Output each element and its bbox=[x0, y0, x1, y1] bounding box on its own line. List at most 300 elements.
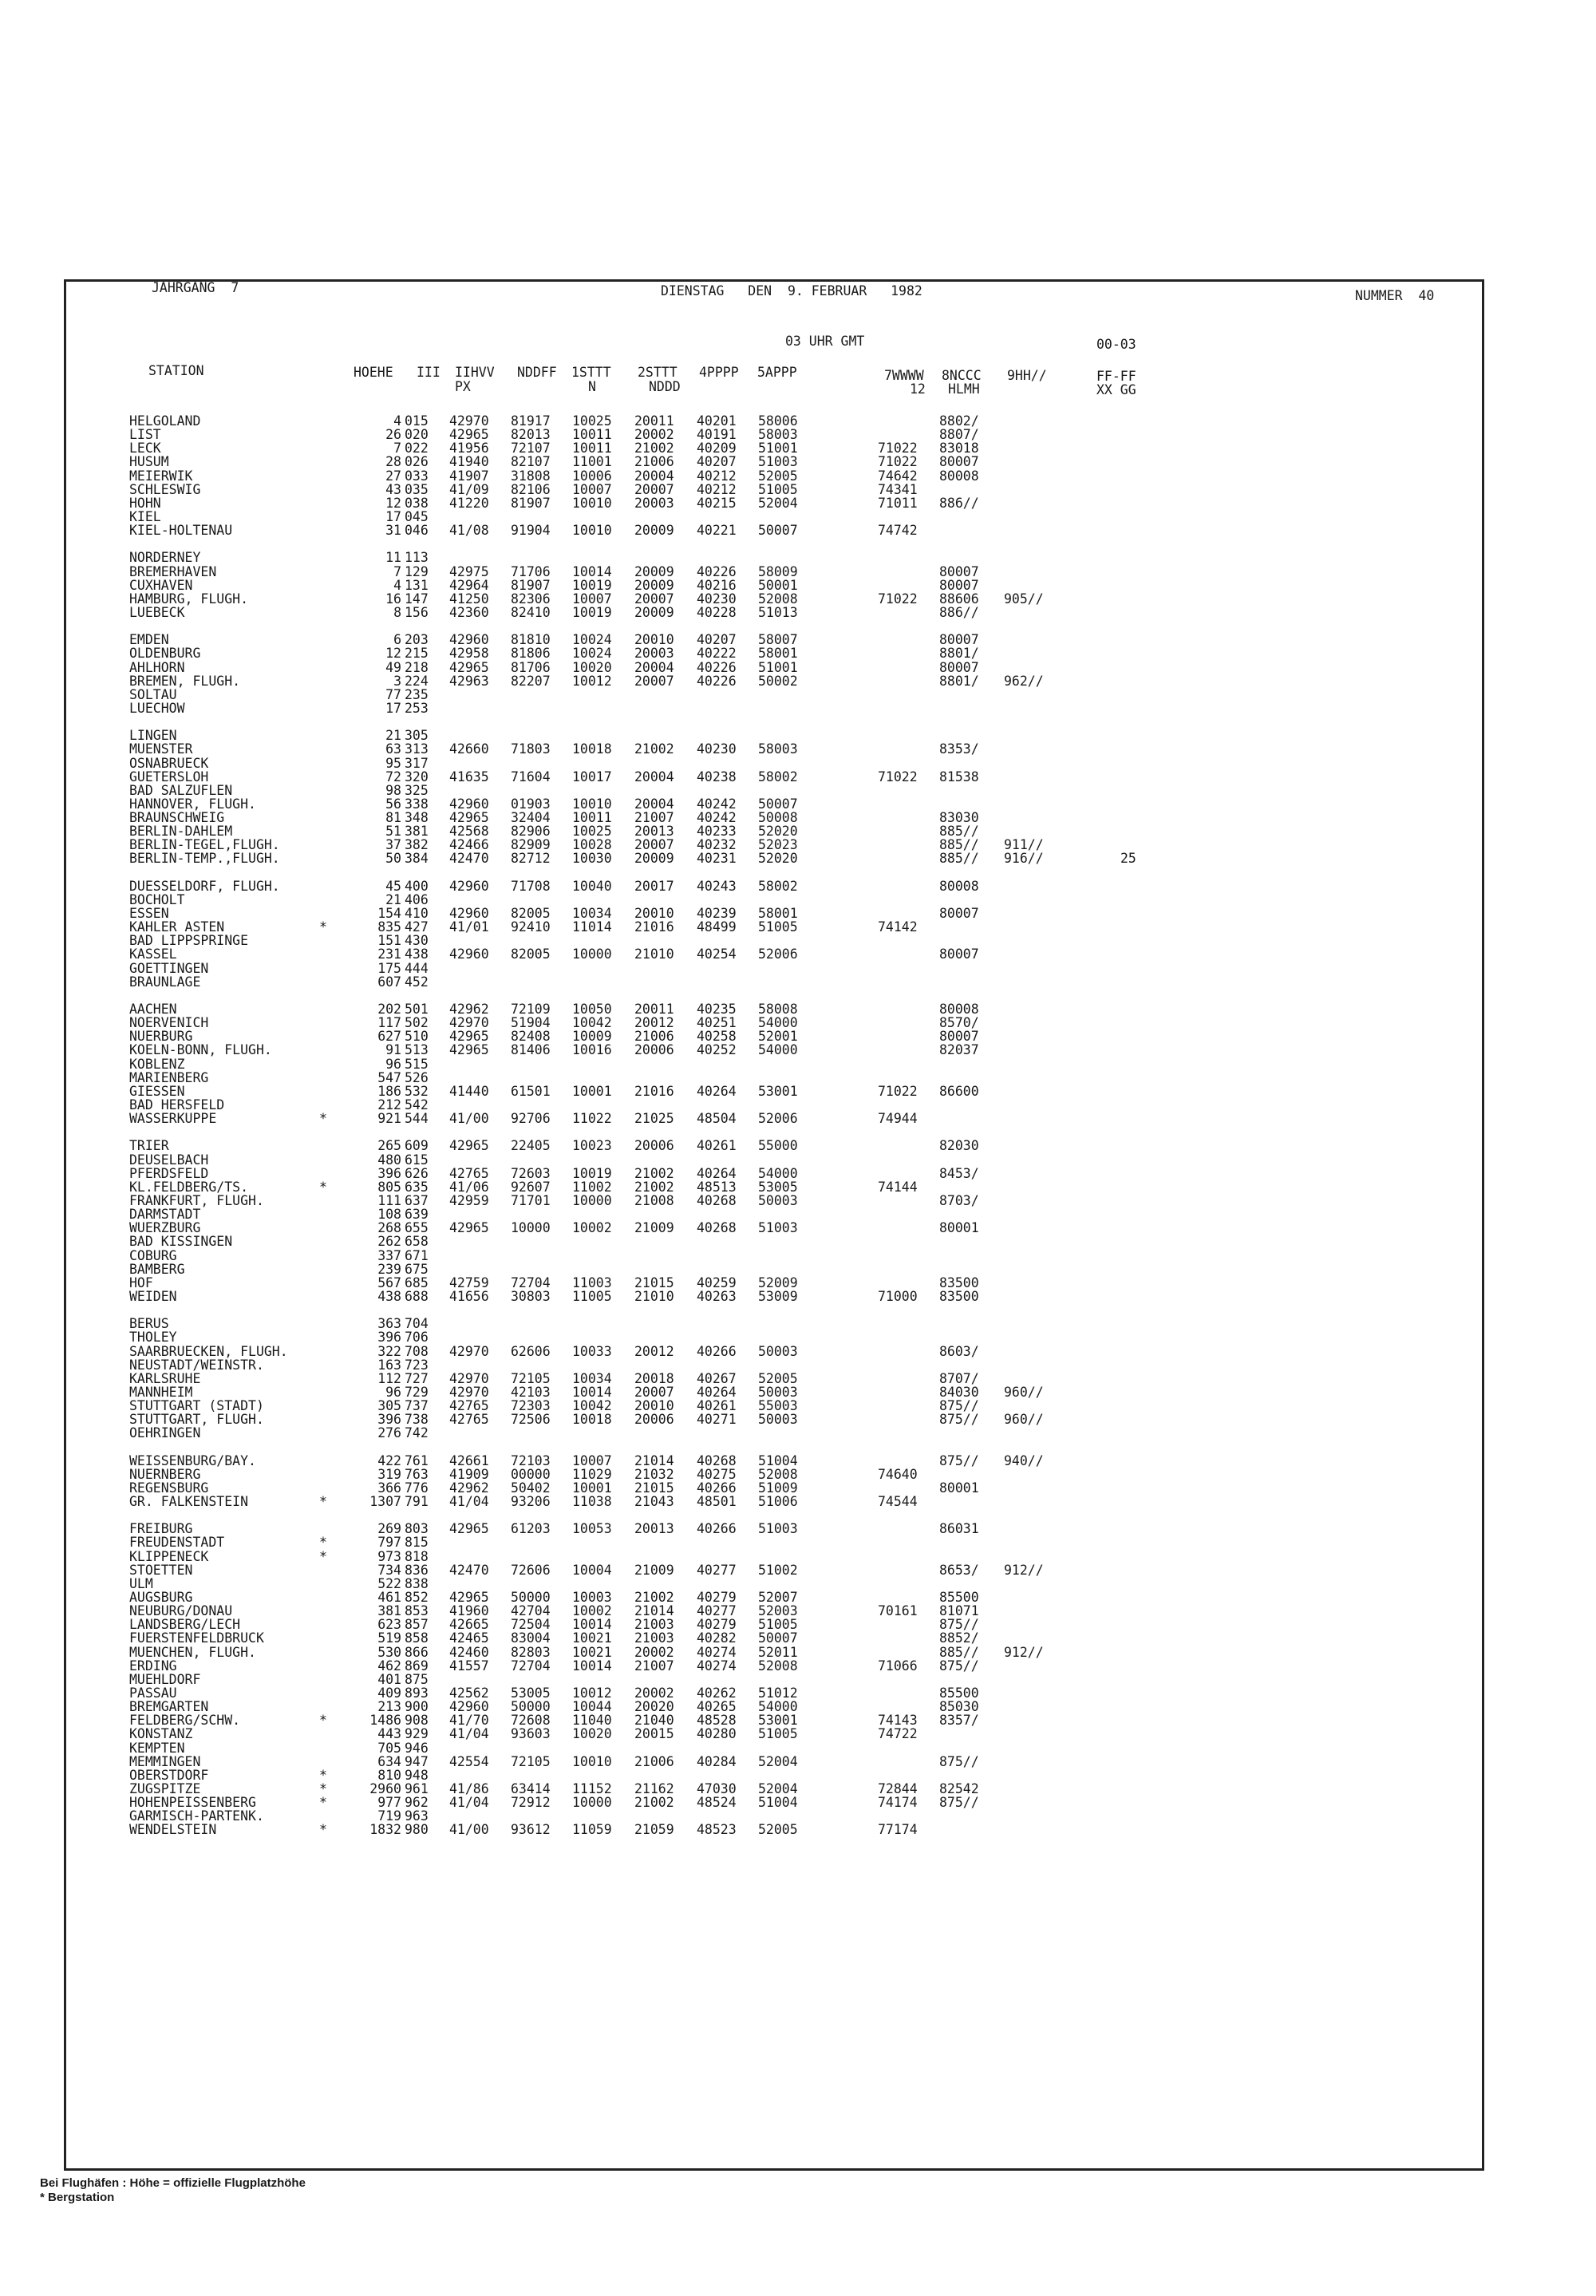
table-row bbox=[0, 1713, 1596, 1729]
cell-8nccc: 875// bbox=[939, 1398, 979, 1414]
cell-station: SCHLESWIG bbox=[129, 481, 201, 497]
cell-nddff: 72704 bbox=[511, 1274, 551, 1290]
cell-1sttt: 10014 bbox=[572, 1384, 612, 1400]
cell-hoehe: 2960 bbox=[369, 1781, 401, 1796]
cell-5appp: 58009 bbox=[758, 563, 798, 579]
cell-7wwww: 71022 bbox=[878, 591, 918, 607]
cell-hoehe: 17 bbox=[385, 700, 401, 716]
cell-iihvv: 41960 bbox=[449, 1603, 489, 1619]
cell-9hh: 960// bbox=[1004, 1412, 1044, 1428]
cell-2sttt: 21003 bbox=[634, 1617, 674, 1633]
cell-station: BRAUNLAGE bbox=[129, 974, 201, 990]
cell-5appp: 55000 bbox=[758, 1138, 798, 1154]
cell-station: KOELN-BONN, FLUGH. bbox=[129, 1042, 272, 1058]
cell-2sttt: 21059 bbox=[634, 1822, 674, 1838]
cell-1sttt: 10018 bbox=[572, 741, 612, 757]
cell-8nccc: 875// bbox=[939, 1753, 979, 1769]
cell-2sttt: 21016 bbox=[634, 1083, 674, 1099]
cell-8nccc: 80001 bbox=[939, 1480, 979, 1496]
cell-5appp: 52005 bbox=[758, 1370, 798, 1386]
cell-5appp: 50008 bbox=[758, 810, 798, 826]
cell-5appp: 52020 bbox=[758, 851, 798, 867]
cell-5appp: 50007 bbox=[758, 796, 798, 812]
cell-nddff: 81406 bbox=[511, 1042, 551, 1058]
cell-hoehe: 443 bbox=[377, 1726, 401, 1742]
cell-1sttt: 11022 bbox=[572, 1111, 612, 1127]
table-row bbox=[0, 1494, 1596, 1508]
cell-1sttt: 11014 bbox=[572, 919, 612, 935]
table-row bbox=[0, 1808, 1596, 1822]
cell-hoehe: 1307 bbox=[369, 1494, 401, 1510]
cell-nddff: 82107 bbox=[511, 454, 551, 470]
cell-station: PASSAU bbox=[129, 1685, 177, 1701]
cell-iii: 513 bbox=[405, 1042, 429, 1058]
cell-1sttt: 11001 bbox=[572, 454, 612, 470]
cell-iii: 729 bbox=[405, 1384, 429, 1400]
cell-iii: 253 bbox=[405, 700, 429, 716]
cell-station: HOHN bbox=[129, 495, 161, 511]
cell-nddff: 00000 bbox=[511, 1466, 551, 1482]
cell-2sttt: 21002 bbox=[634, 1165, 674, 1181]
col-hoehe: HOEHE bbox=[354, 365, 393, 380]
cell-8nccc: 86600 bbox=[939, 1083, 979, 1099]
cell-hoehe: 96 bbox=[385, 1384, 401, 1400]
cell-hoehe: 734 bbox=[377, 1562, 401, 1578]
cell-hoehe: 98 bbox=[385, 782, 401, 798]
cell-iii: 131 bbox=[405, 577, 429, 593]
cell-hoehe: 26 bbox=[385, 427, 401, 443]
cell-nddff: 71701 bbox=[511, 1192, 551, 1208]
cell-station: NUERBURG bbox=[129, 1029, 193, 1045]
cell-station: HUSUM bbox=[129, 454, 169, 470]
table-row bbox=[0, 1371, 1596, 1385]
cell-iihvv: 41940 bbox=[449, 454, 489, 470]
cell-station: PFERDSFELD bbox=[129, 1165, 209, 1181]
cell-iii: 218 bbox=[405, 659, 429, 675]
cell-iii: 655 bbox=[405, 1220, 429, 1236]
cell-nddff: 10000 bbox=[511, 1220, 551, 1236]
cell-2sttt: 21014 bbox=[634, 1603, 674, 1619]
col-iihvv: IIHVV bbox=[455, 365, 495, 380]
cell-1sttt: 10016 bbox=[572, 1042, 612, 1058]
table-row bbox=[0, 1699, 1596, 1713]
cell-7wwww: 74144 bbox=[878, 1179, 918, 1195]
cell-1sttt: 11003 bbox=[572, 1274, 612, 1290]
cell-4pppp: 40282 bbox=[697, 1630, 737, 1646]
cell-1sttt: 10040 bbox=[572, 878, 612, 894]
cell-hoehe: 797 bbox=[377, 1535, 401, 1551]
cell-9hh: 962// bbox=[1004, 673, 1044, 689]
cell-iii: 962 bbox=[405, 1795, 429, 1811]
cell-iii: 900 bbox=[405, 1699, 429, 1715]
cell-iii: 430 bbox=[405, 933, 429, 949]
cell-station: HAMBURG, FLUGH. bbox=[129, 591, 249, 607]
cell-1sttt: 10024 bbox=[572, 646, 612, 662]
cell-2sttt: 20002 bbox=[634, 427, 674, 443]
cell-7wwww: 71022 bbox=[878, 454, 918, 470]
cell-1sttt: 11152 bbox=[572, 1781, 612, 1796]
cell-iihvv: 42965 bbox=[449, 1220, 489, 1236]
cell-hoehe: 117 bbox=[377, 1015, 401, 1031]
cell-1sttt: 10034 bbox=[572, 1370, 612, 1386]
cell-nddff: 81907 bbox=[511, 495, 551, 511]
table-row bbox=[0, 427, 1596, 441]
table-row bbox=[0, 1220, 1596, 1234]
cell-2sttt: 20007 bbox=[634, 837, 674, 853]
cell-2sttt: 20012 bbox=[634, 1343, 674, 1359]
table-row bbox=[0, 796, 1596, 810]
cell-nddff: 81907 bbox=[511, 577, 551, 593]
cell-station: KAHLER ASTEN bbox=[129, 919, 225, 935]
cell-iihvv: 42975 bbox=[449, 563, 489, 579]
cell-station: ESSEN bbox=[129, 906, 169, 922]
cell-8nccc: 8707/ bbox=[939, 1370, 979, 1386]
cell-8nccc: 88606 bbox=[939, 591, 979, 607]
cell-iii: 501 bbox=[405, 1002, 429, 1018]
cell-station: FELDBERG/SCHW. bbox=[129, 1713, 241, 1729]
cell-hoehe: 212 bbox=[377, 1097, 401, 1112]
table-row bbox=[0, 1385, 1596, 1398]
cell-iii: 215 bbox=[405, 646, 429, 662]
cell-station: NEUBURG/DONAU bbox=[129, 1603, 233, 1619]
table-row bbox=[0, 1645, 1596, 1658]
cell-station: MEMMINGEN bbox=[129, 1753, 201, 1769]
cell-iii: 836 bbox=[405, 1562, 429, 1578]
cell-9hh: 960// bbox=[1004, 1384, 1044, 1400]
cell-station: KIEL bbox=[129, 508, 161, 524]
cell-iihvv: 42665 bbox=[449, 1617, 489, 1633]
cell-2sttt: 21025 bbox=[634, 1111, 674, 1127]
cell-2sttt: 21002 bbox=[634, 441, 674, 456]
cell-9hh: 940// bbox=[1004, 1452, 1044, 1468]
cell-4pppp: 40209 bbox=[697, 441, 737, 456]
cell-4pppp: 40280 bbox=[697, 1726, 737, 1742]
cell-iii: 452 bbox=[405, 974, 429, 990]
cell-iii: 929 bbox=[405, 1726, 429, 1742]
col-2sttt-sub: NDDD bbox=[649, 379, 681, 394]
cell-hoehe: 31 bbox=[385, 523, 401, 539]
cell-1sttt: 10012 bbox=[572, 673, 612, 689]
cell-station: DUESSELDORF, FLUGH. bbox=[129, 878, 280, 894]
cell-2sttt: 20007 bbox=[634, 673, 674, 689]
col-9hh: 9HH// bbox=[1007, 368, 1047, 383]
cell-station: FUERSTENFELDBRUCK bbox=[129, 1630, 264, 1646]
cell-7wwww: 71011 bbox=[878, 495, 918, 511]
cell-1sttt: 10033 bbox=[572, 1343, 612, 1359]
cell-station: MARIENBERG bbox=[129, 1069, 209, 1085]
cell-iihvv: 41/70 bbox=[449, 1713, 489, 1729]
cell-2sttt: 20010 bbox=[634, 906, 674, 922]
cell-station: MUENCHEN, FLUGH. bbox=[129, 1644, 256, 1660]
cell-nddff: 82410 bbox=[511, 604, 551, 620]
cell-8nccc: 8801/ bbox=[939, 673, 979, 689]
cell-station: BAMBERG bbox=[129, 1261, 185, 1277]
cell-4pppp: 40239 bbox=[697, 906, 737, 922]
cell-1sttt: 10010 bbox=[572, 495, 612, 511]
cell-2sttt: 21015 bbox=[634, 1274, 674, 1290]
cell-5appp: 52008 bbox=[758, 1466, 798, 1482]
cell-iii: 129 bbox=[405, 563, 429, 579]
cell-4pppp: 48513 bbox=[697, 1179, 737, 1195]
cell-station: HOHENPEISSENBERG bbox=[129, 1795, 256, 1811]
table-row bbox=[0, 879, 1596, 892]
cell-station: KARLSRUHE bbox=[129, 1370, 201, 1386]
cell-station: LECK bbox=[129, 441, 161, 456]
cell-iihvv: 41440 bbox=[449, 1083, 489, 1099]
cell-station: BAD HERSFELD bbox=[129, 1097, 225, 1112]
cell-iihvv: 42466 bbox=[449, 837, 489, 853]
cell-iii: 893 bbox=[405, 1685, 429, 1701]
cell-hoehe: 11 bbox=[385, 550, 401, 566]
cell-hoehe: 319 bbox=[377, 1466, 401, 1482]
cell-1sttt: 10004 bbox=[572, 1562, 612, 1578]
cell-station: MANNHEIM bbox=[129, 1384, 193, 1400]
cell-5appp: 50003 bbox=[758, 1192, 798, 1208]
cell-1sttt: 10002 bbox=[572, 1220, 612, 1236]
col-1sttt: 1STTT bbox=[571, 365, 611, 380]
cell-hoehe: 396 bbox=[377, 1330, 401, 1346]
cell-4pppp: 40191 bbox=[697, 427, 737, 443]
cell-station: KASSEL bbox=[129, 946, 177, 962]
cell-iii: 980 bbox=[405, 1822, 429, 1838]
cell-hoehe: 921 bbox=[377, 1111, 401, 1127]
cell-2sttt: 21010 bbox=[634, 1288, 674, 1304]
table-row bbox=[0, 468, 1596, 482]
cell-nddff: 81706 bbox=[511, 659, 551, 675]
table-row bbox=[0, 564, 1596, 578]
cell-iii: 708 bbox=[405, 1343, 429, 1359]
cell-8nccc: 8653/ bbox=[939, 1562, 979, 1578]
cell-station: BERLIN-DAHLEM bbox=[129, 824, 233, 840]
cell-iihvv: 42759 bbox=[449, 1274, 489, 1290]
cell-iii: 156 bbox=[405, 604, 429, 620]
cell-1sttt: 11040 bbox=[572, 1713, 612, 1729]
cell-nddff: 72107 bbox=[511, 441, 551, 456]
table-row bbox=[0, 1563, 1596, 1576]
cell-iihvv: 42661 bbox=[449, 1452, 489, 1468]
cell-hoehe: 396 bbox=[377, 1165, 401, 1181]
cell-hoehe: 96 bbox=[385, 1056, 401, 1072]
cell-iihvv: 41557 bbox=[449, 1658, 489, 1674]
cell-4pppp: 40251 bbox=[697, 1015, 737, 1031]
cell-2sttt: 21002 bbox=[634, 1590, 674, 1606]
cell-4pppp: 40279 bbox=[697, 1590, 737, 1606]
cell-nddff: 72704 bbox=[511, 1658, 551, 1674]
cell-1sttt: 10011 bbox=[572, 810, 612, 826]
cell-1sttt: 10042 bbox=[572, 1015, 612, 1031]
cell-8nccc: 81071 bbox=[939, 1603, 979, 1619]
cell-iihvv: 42970 bbox=[449, 1384, 489, 1400]
table-row bbox=[0, 1193, 1596, 1207]
cell-2sttt: 21015 bbox=[634, 1480, 674, 1496]
cell-iii: 544 bbox=[405, 1111, 429, 1127]
cell-2sttt: 20009 bbox=[634, 563, 674, 579]
cell-iii: 400 bbox=[405, 878, 429, 894]
cell-8nccc: 84030 bbox=[939, 1384, 979, 1400]
cell-iihvv: 41250 bbox=[449, 591, 489, 607]
cell-hoehe: 8 bbox=[393, 604, 401, 620]
cell-8nccc: 80008 bbox=[939, 878, 979, 894]
cell-hoehe: 239 bbox=[377, 1261, 401, 1277]
cell-hoehe: 262 bbox=[377, 1234, 401, 1250]
cell-iii: 532 bbox=[405, 1083, 429, 1099]
cell-station: KIEL-HOLTENAU bbox=[129, 523, 233, 539]
cell-8nccc: 82030 bbox=[939, 1138, 979, 1154]
cell-iii: 791 bbox=[405, 1494, 429, 1510]
cell-iii: 869 bbox=[405, 1658, 429, 1674]
cell-nddff: 83004 bbox=[511, 1630, 551, 1646]
cell-hoehe: 202 bbox=[377, 1002, 401, 1018]
cell-5appp: 50007 bbox=[758, 1630, 798, 1646]
col-4pppp: 4PPPP bbox=[699, 365, 739, 380]
table-row bbox=[0, 1685, 1596, 1699]
cell-2sttt: 20004 bbox=[634, 468, 674, 484]
cell-4pppp: 40231 bbox=[697, 851, 737, 867]
cell-4pppp: 40230 bbox=[697, 591, 737, 607]
cell-5appp: 51006 bbox=[758, 1494, 798, 1510]
cell-8nccc: 885// bbox=[939, 824, 979, 840]
table-row bbox=[0, 1453, 1596, 1467]
cell-nddff: 91904 bbox=[511, 523, 551, 539]
cell-nddff: 82306 bbox=[511, 591, 551, 607]
cell-nddff: 72606 bbox=[511, 1562, 551, 1578]
cell-8nccc: 80007 bbox=[939, 946, 979, 962]
cell-5appp: 52004 bbox=[758, 1781, 798, 1796]
cell-4pppp: 40266 bbox=[697, 1521, 737, 1537]
table-row bbox=[0, 783, 1596, 796]
cell-8nccc: 80007 bbox=[939, 454, 979, 470]
header-jahrgang: JAHRGANG 7 bbox=[152, 280, 239, 295]
cell-hoehe: 7 bbox=[393, 563, 401, 579]
cell-iii: 947 bbox=[405, 1753, 429, 1769]
cell-8nccc: 83500 bbox=[939, 1274, 979, 1290]
cell-iii: 325 bbox=[405, 782, 429, 798]
cell-hoehe: 835 bbox=[377, 919, 401, 935]
cell-iii: 438 bbox=[405, 946, 429, 962]
table-row bbox=[0, 961, 1596, 974]
cell-nddff: 01903 bbox=[511, 796, 551, 812]
cell-iihvv: 41220 bbox=[449, 495, 489, 511]
cell-iihvv: 42965 bbox=[449, 1138, 489, 1154]
cell-2sttt: 20009 bbox=[634, 851, 674, 867]
cell-iii: 406 bbox=[405, 891, 429, 907]
cell-4pppp: 48523 bbox=[697, 1822, 737, 1838]
col-7wwww-sub: 12 bbox=[910, 381, 926, 397]
cell-iii: 035 bbox=[405, 481, 429, 497]
cell-station: BRAUNSCHWEIG bbox=[129, 810, 225, 826]
cell-2sttt: 20004 bbox=[634, 796, 674, 812]
cell-8nccc: 875// bbox=[939, 1617, 979, 1633]
cell-1sttt: 10020 bbox=[572, 1726, 612, 1742]
cell-iii: 317 bbox=[405, 755, 429, 771]
cell-8nccc: 885// bbox=[939, 851, 979, 867]
cell-5appp: 51004 bbox=[758, 1795, 798, 1811]
cell-4pppp: 40226 bbox=[697, 673, 737, 689]
cell-iihvv: 42360 bbox=[449, 604, 489, 620]
cell-nddff: 22405 bbox=[511, 1138, 551, 1154]
cell-iii: 738 bbox=[405, 1412, 429, 1428]
cell-hoehe: 16 bbox=[385, 591, 401, 607]
cell-8nccc: 875// bbox=[939, 1658, 979, 1674]
table-row bbox=[0, 1603, 1596, 1617]
cell-1sttt: 10021 bbox=[572, 1630, 612, 1646]
cell-2sttt: 20006 bbox=[634, 1412, 674, 1428]
cell-8nccc: 8570/ bbox=[939, 1015, 979, 1031]
cell-station: STUTTGART (STADT) bbox=[129, 1398, 264, 1414]
cell-2sttt: 20020 bbox=[634, 1699, 674, 1715]
cell-mountain-mark: * bbox=[319, 1535, 327, 1551]
cell-2sttt: 21162 bbox=[634, 1781, 674, 1796]
cell-4pppp: 40216 bbox=[697, 577, 737, 593]
cell-8nccc: 85500 bbox=[939, 1685, 979, 1701]
table-row bbox=[0, 810, 1596, 824]
cell-nddff: 72103 bbox=[511, 1452, 551, 1468]
cell-1sttt: 10012 bbox=[572, 1685, 612, 1701]
cell-8nccc: 8453/ bbox=[939, 1165, 979, 1181]
cell-station: GUETERSLOH bbox=[129, 769, 209, 784]
table-row bbox=[0, 1357, 1596, 1371]
cell-2sttt: 20002 bbox=[634, 1644, 674, 1660]
cell-iihvv: 42970 bbox=[449, 1370, 489, 1386]
cell-station: BOCHOLT bbox=[129, 891, 185, 907]
table-row bbox=[0, 1781, 1596, 1795]
table-row bbox=[0, 523, 1596, 539]
cell-8nccc: 8603/ bbox=[939, 1343, 979, 1359]
cell-iihvv: 42960 bbox=[449, 1699, 489, 1715]
cell-5appp: 50007 bbox=[758, 523, 798, 539]
table-row bbox=[0, 441, 1596, 454]
cell-iii: 427 bbox=[405, 919, 429, 935]
table-row bbox=[0, 605, 1596, 618]
cell-nddff: 72504 bbox=[511, 1617, 551, 1633]
cell-8nccc: 8801/ bbox=[939, 646, 979, 662]
cell-2sttt: 21002 bbox=[634, 1795, 674, 1811]
cell-5appp: 50002 bbox=[758, 673, 798, 689]
cell-1sttt: 10001 bbox=[572, 1083, 612, 1099]
cell-iihvv: 42765 bbox=[449, 1412, 489, 1428]
cell-7wwww: 74142 bbox=[878, 919, 918, 935]
cell-7wwww: 71066 bbox=[878, 1658, 918, 1674]
cell-iii: 875 bbox=[405, 1671, 429, 1687]
cell-hoehe: 21 bbox=[385, 891, 401, 907]
cell-hoehe: 627 bbox=[377, 1029, 401, 1045]
cell-hoehe: 108 bbox=[377, 1207, 401, 1223]
cell-1sttt: 10034 bbox=[572, 906, 612, 922]
cell-iihvv: 42460 bbox=[449, 1644, 489, 1660]
cell-1sttt: 10018 bbox=[572, 1412, 612, 1428]
cell-station: FRANKFURT, FLUGH. bbox=[129, 1192, 264, 1208]
table-row bbox=[0, 1057, 1596, 1070]
cell-nddff: 93603 bbox=[511, 1726, 551, 1742]
cell-iihvv: 41/06 bbox=[449, 1179, 489, 1195]
cell-4pppp: 40212 bbox=[697, 481, 737, 497]
cell-station: HELGOLAND bbox=[129, 413, 201, 429]
cell-8nccc: 80008 bbox=[939, 1002, 979, 1018]
cell-5appp: 54000 bbox=[758, 1699, 798, 1715]
cell-nddff: 42704 bbox=[511, 1603, 551, 1619]
cell-4pppp: 40268 bbox=[697, 1452, 737, 1468]
cell-8nccc: 80007 bbox=[939, 659, 979, 675]
cell-8nccc: 80007 bbox=[939, 563, 979, 579]
cell-iii: 776 bbox=[405, 1480, 429, 1496]
cell-5appp: 51003 bbox=[758, 1220, 798, 1236]
table-row bbox=[0, 1672, 1596, 1685]
cell-station: BAD KISSINGEN bbox=[129, 1234, 233, 1250]
cell-mountain-mark: * bbox=[319, 1494, 327, 1510]
cell-5appp: 51009 bbox=[758, 1480, 798, 1496]
cell-nddff: 72105 bbox=[511, 1753, 551, 1769]
cell-8nccc: 875// bbox=[939, 1412, 979, 1428]
